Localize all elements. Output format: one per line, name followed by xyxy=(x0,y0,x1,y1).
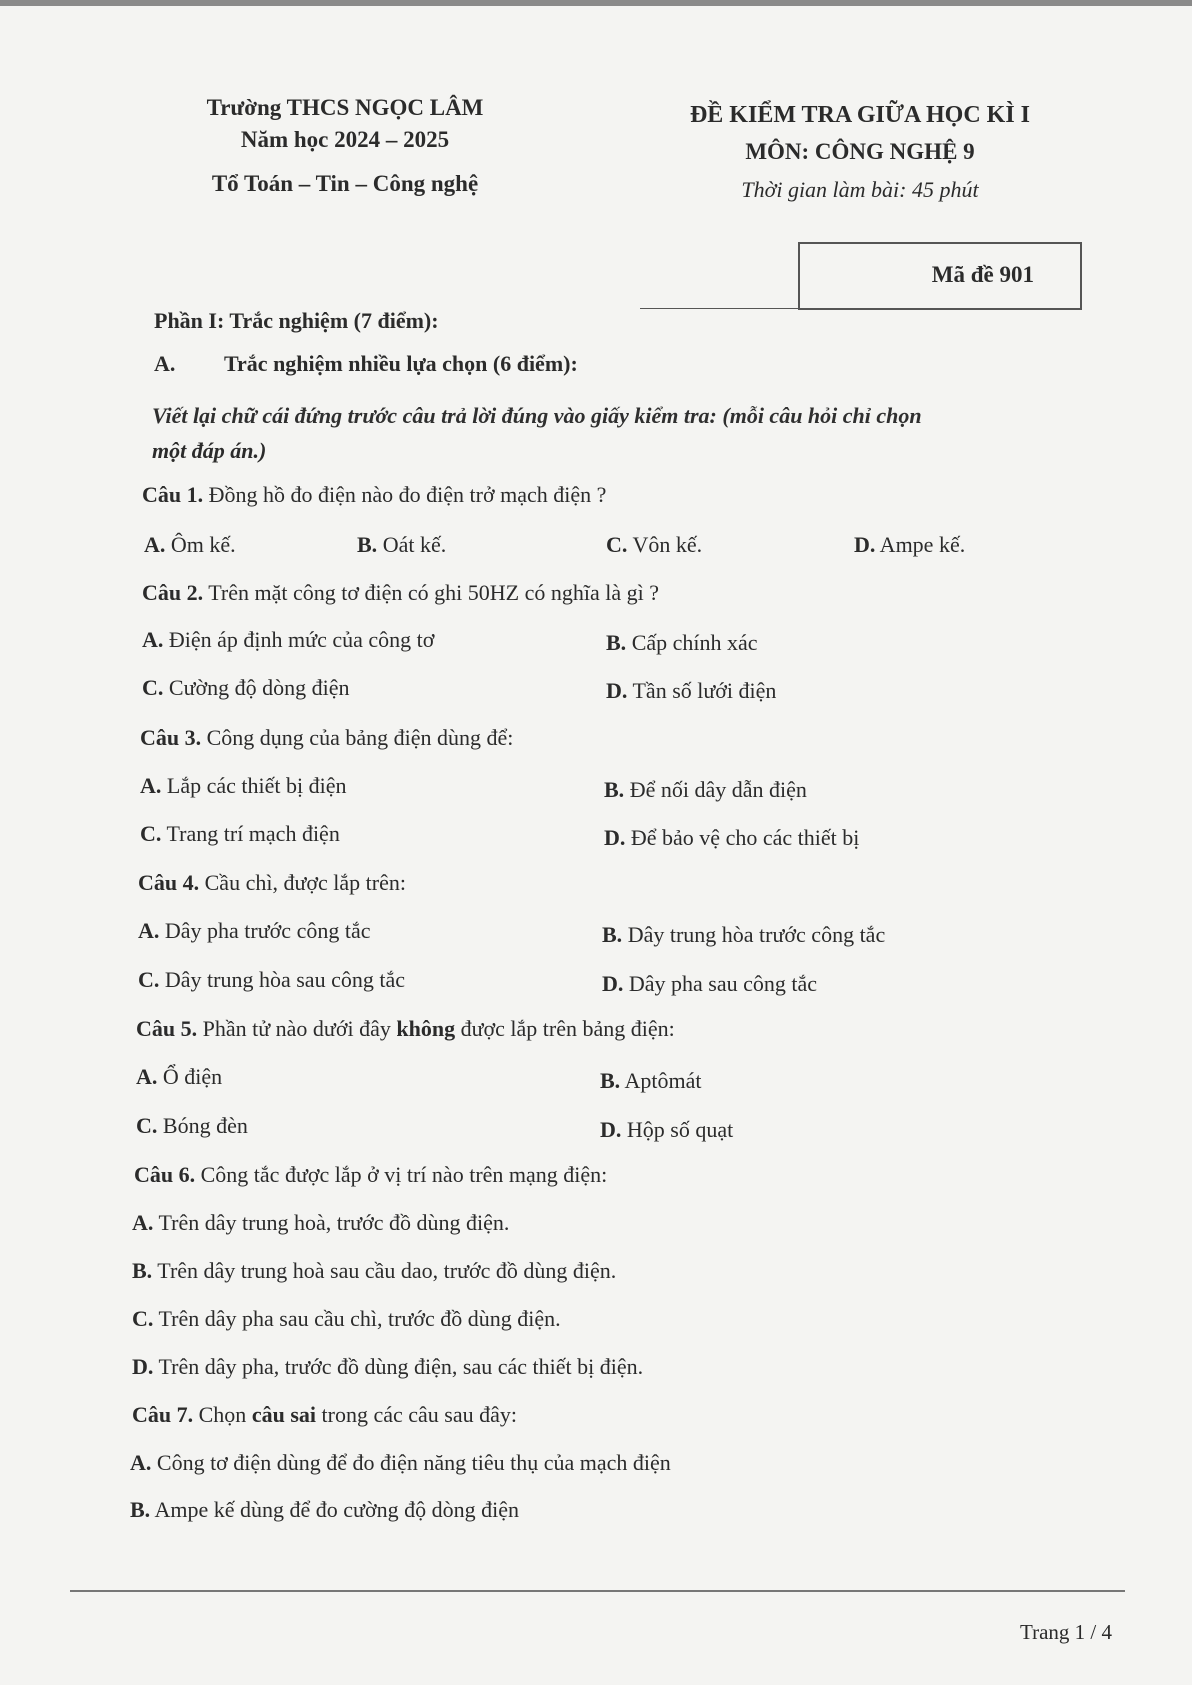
option-text: Để nối dây dẫn điện xyxy=(624,777,807,802)
q7-option-b xyxy=(130,1497,519,1523)
q1-option-b xyxy=(357,532,446,558)
option-letter: A. xyxy=(138,918,160,943)
question-text-pre: Chọn xyxy=(193,1402,252,1427)
option-letter: D. xyxy=(606,678,628,703)
option-letter: C. xyxy=(142,675,164,700)
q1-option-d xyxy=(854,532,965,558)
q2-option-d xyxy=(606,678,776,704)
q3-option-c xyxy=(140,821,340,847)
footer-divider xyxy=(70,1590,1125,1592)
exam-time: Thời gian làm bài: 45 phút xyxy=(741,177,979,202)
school-year: Năm học 2024 – 2025 xyxy=(240,127,450,152)
option-text: Dây pha sau công tắc xyxy=(623,971,818,996)
q6-option-d xyxy=(132,1354,643,1380)
exam-header xyxy=(640,98,1080,208)
q4-option-d xyxy=(602,971,817,997)
q2-option-a xyxy=(142,627,434,653)
q5-option-b xyxy=(600,1068,701,1094)
q2-option-c xyxy=(142,675,350,701)
question-text: Cầu chì, được lắp trên: xyxy=(199,870,406,895)
q4-option-c xyxy=(138,967,405,993)
question-text-pre: Phần tử nào dưới đây xyxy=(197,1016,397,1041)
q3-option-d xyxy=(604,825,859,851)
department: Tổ Toán – Tin – Công nghệ xyxy=(211,171,479,196)
option-letter: C. xyxy=(138,967,160,992)
q3-option-a xyxy=(140,773,346,799)
option-letter: A. xyxy=(142,627,164,652)
question-text-post: được lắp trên bảng điện: xyxy=(455,1016,675,1041)
option-letter: B. xyxy=(602,922,623,947)
q1-option-a xyxy=(144,532,236,558)
option-text: Bóng đèn xyxy=(157,1113,248,1138)
option-text: Ổ điện xyxy=(157,1064,223,1089)
option-text: Aptômát xyxy=(620,1068,702,1093)
option-letter: D. xyxy=(604,825,626,850)
option-text: Công tơ điện dùng để đo điện năng tiêu thụ của mạch điện xyxy=(151,1450,671,1475)
q4-option-b xyxy=(602,922,885,948)
option-text: Ampe kế dùng để đo cường độ dòng điện xyxy=(150,1497,519,1522)
option-text: Cấp chính xác xyxy=(626,630,758,655)
code-underline xyxy=(640,308,798,309)
option-letter: A. xyxy=(144,532,166,557)
question-text-emphasis: câu sai xyxy=(251,1402,316,1427)
option-text: Dây pha trước công tắc xyxy=(159,918,371,943)
option-letter: C. xyxy=(132,1306,154,1331)
question-3 xyxy=(140,725,513,751)
option-letter: A. xyxy=(136,1064,158,1089)
option-text: Trên dây trung hoà sau cầu dao, trước đồ dùng điện. xyxy=(152,1258,617,1283)
option-text: Ôm kế. xyxy=(165,532,236,557)
question-text: Trên mặt công tơ điện có ghi 50HZ có nghĩa là gì ? xyxy=(203,580,659,605)
exam-code-box xyxy=(798,242,1082,310)
part1-title: Phần I: Trắc nghiệm (7 điểm): xyxy=(154,308,439,333)
option-letter: D. xyxy=(602,971,624,996)
q3-option-b xyxy=(604,777,807,803)
option-letter: B. xyxy=(130,1497,151,1522)
question-text-emphasis: không xyxy=(396,1016,456,1041)
school-name: Trường THCS NGỌC LÂM xyxy=(206,95,484,120)
option-letter: B. xyxy=(600,1068,621,1093)
question-1 xyxy=(142,482,606,508)
option-text: Lắp các thiết bị điện xyxy=(161,773,347,798)
option-letter: A. xyxy=(140,773,162,798)
option-text: Cường độ dòng điện xyxy=(163,675,350,700)
q2-option-b xyxy=(606,630,758,656)
option-text: Dây trung hòa trước công tắc xyxy=(622,922,886,947)
q1-option-c xyxy=(606,532,702,558)
option-letter: C. xyxy=(136,1113,158,1138)
exam-subject: MÔN: CÔNG NGHỆ 9 xyxy=(745,139,975,164)
option-text: Dây trung hòa sau công tắc xyxy=(159,967,405,992)
question-text: Công tắc được lắp ở vị trí nào trên mạng điện: xyxy=(195,1162,608,1187)
option-letter: D. xyxy=(854,532,876,557)
question-number: Câu 6. xyxy=(134,1162,196,1187)
question-7 xyxy=(132,1402,517,1428)
option-letter: B. xyxy=(132,1258,153,1283)
option-text: Trang trí mạch điện xyxy=(161,821,340,846)
question-text: Công dụng của bảng điện dùng để: xyxy=(201,725,514,750)
question-2 xyxy=(142,580,659,606)
question-number: Câu 3. xyxy=(140,725,202,750)
option-letter: D. xyxy=(132,1354,154,1379)
q5-option-c xyxy=(136,1113,248,1139)
question-text: Đồng hồ đo điện nào đo điện trở mạch điện ? xyxy=(203,482,607,507)
instruction-line-2: một đáp án.) xyxy=(152,438,267,463)
question-number: Câu 5. xyxy=(136,1016,198,1041)
option-text: Oát kế. xyxy=(377,532,447,557)
instruction-line-1: Viết lại chữ cái đứng trước câu trả lời đúng vào giấy kiểm tra: (mỗi câu hỏi chỉ chọn xyxy=(152,403,922,428)
exam-code: Mã đề 901 xyxy=(931,262,1034,287)
option-text: Vôn kế. xyxy=(627,532,703,557)
option-text: Điện áp định mức của công tơ xyxy=(163,627,435,652)
question-number: Câu 1. xyxy=(142,482,204,507)
q6-option-c xyxy=(132,1306,561,1332)
option-letter: B. xyxy=(606,630,627,655)
exam-title: ĐỀ KIỂM TRA GIỮA HỌC KÌ I xyxy=(689,102,1031,128)
question-number: Câu 4. xyxy=(138,870,200,895)
question-6 xyxy=(134,1162,607,1188)
option-letter: B. xyxy=(357,532,378,557)
option-letter: C. xyxy=(140,821,162,846)
q6-option-a xyxy=(132,1210,509,1236)
question-number: Câu 2. xyxy=(142,580,204,605)
school-header xyxy=(150,92,540,200)
option-text: Trên dây trung hoà, trước đồ dùng điện. xyxy=(153,1210,510,1235)
scan-top-edge xyxy=(0,0,1192,6)
question-text-post: trong các câu sau đây: xyxy=(316,1402,517,1427)
section-a-letter: A. xyxy=(154,351,176,376)
q5-option-d xyxy=(600,1117,733,1143)
section-a-title: Trắc nghiệm nhiều lựa chọn (6 điểm): xyxy=(224,351,578,376)
question-5 xyxy=(136,1016,675,1042)
question-4 xyxy=(138,870,406,896)
option-text: Tần số lưới điện xyxy=(627,678,777,703)
option-letter: B. xyxy=(604,777,625,802)
q7-option-a xyxy=(130,1450,671,1476)
option-text: Hộp số quạt xyxy=(621,1117,734,1142)
option-letter: D. xyxy=(600,1117,622,1142)
option-letter: A. xyxy=(130,1450,152,1475)
option-text: Để bảo vệ cho các thiết bị xyxy=(625,825,860,850)
option-letter: A. xyxy=(132,1210,154,1235)
question-number: Câu 7. xyxy=(132,1402,194,1427)
q5-option-a xyxy=(136,1064,222,1090)
q6-option-b xyxy=(132,1258,616,1284)
option-letter: C. xyxy=(606,532,628,557)
option-text: Trên dây pha sau cầu chì, trước đồ dùng điện. xyxy=(153,1306,561,1331)
page-number: Trang 1 / 4 xyxy=(1020,1620,1112,1644)
option-text: Ampe kế. xyxy=(875,532,966,557)
option-text: Trên dây pha, trước đồ dùng điện, sau các thiết bị điện. xyxy=(153,1354,644,1379)
q4-option-a xyxy=(138,918,370,944)
